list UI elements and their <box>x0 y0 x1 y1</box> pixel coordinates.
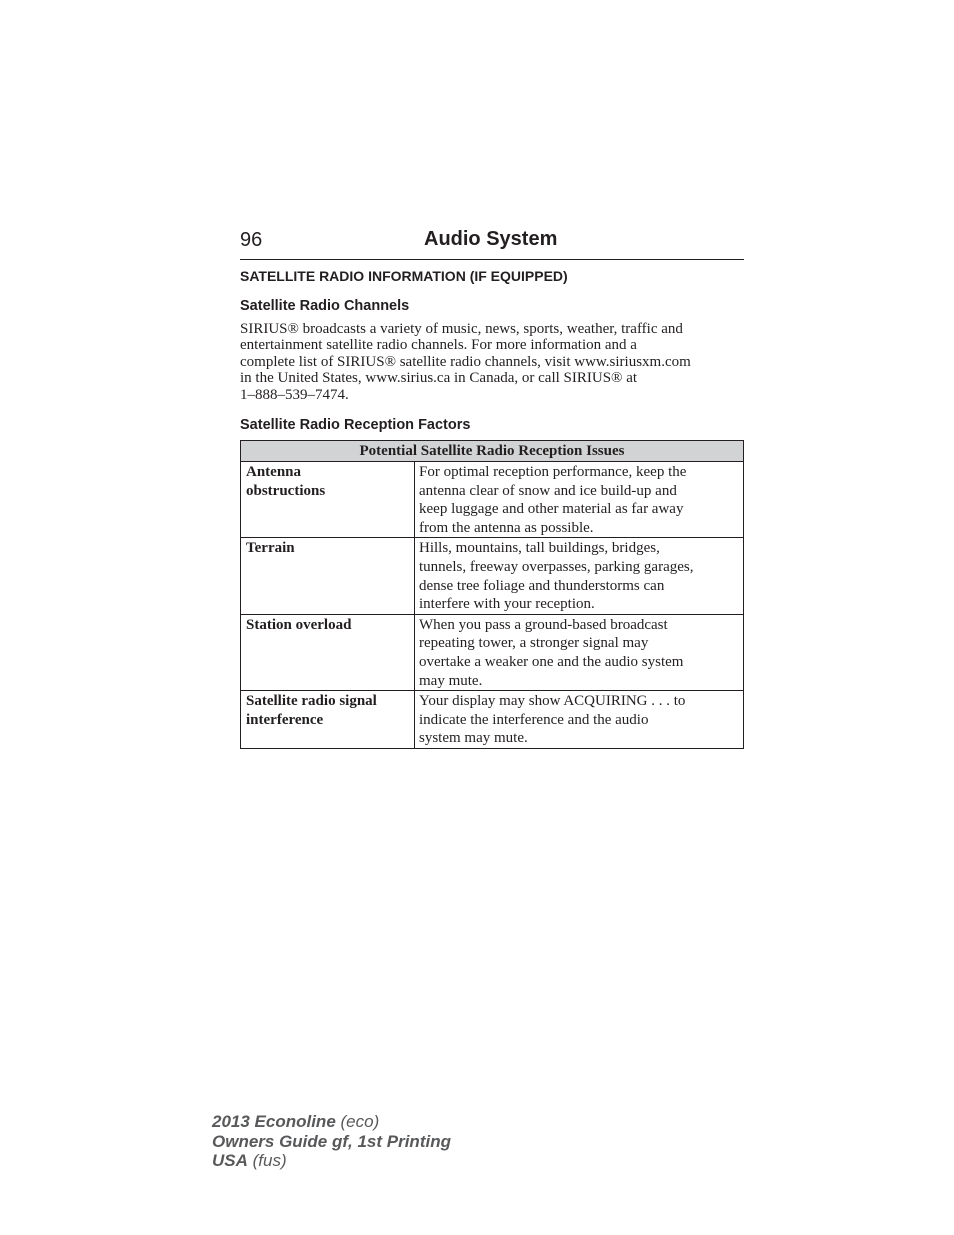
section-heading: SATELLITE RADIO INFORMATION (IF EQUIPPED) <box>240 268 568 284</box>
description-line: system may mute. <box>419 730 528 747</box>
factor-cell <box>241 538 415 614</box>
paragraph-line: in the United States, www.sirius.ca in Canada, or call SIRIUS® at <box>240 370 638 387</box>
page-number: 96 <box>240 229 263 251</box>
description-line: When you pass a ground-based broadcast <box>419 616 668 633</box>
footer-line-model <box>212 1112 451 1132</box>
footer-model-code: (eco) <box>340 1112 380 1131</box>
description-line: tunnels, freeway overpasses, parking garages, <box>419 558 694 575</box>
page-header <box>240 228 744 260</box>
footer-market: USA <box>212 1151 248 1170</box>
description-line: interfere with your reception. <box>419 596 595 613</box>
footer-market-code: (fus) <box>252 1151 287 1170</box>
description-cell <box>415 462 744 538</box>
description-line: from the antenna as possible. <box>419 519 594 536</box>
channels-paragraph <box>240 321 744 403</box>
factor-line: Satellite radio signal <box>246 693 377 710</box>
table-row <box>241 614 744 690</box>
paragraph-line: SIRIUS® broadcasts a variety of music, news, sports, weather, traffic and <box>240 321 683 337</box>
reception-heading: Satellite Radio Reception Factors <box>240 417 471 433</box>
description-line: For optimal reception performance, keep the <box>419 464 687 480</box>
description-line: Your display may show ACQUIRING . . . to <box>419 693 686 710</box>
paragraph-line: entertainment satellite radio channels. For more information and a <box>240 337 637 354</box>
chapter-title: Audio System <box>424 228 558 250</box>
table-row <box>241 538 744 614</box>
description-line: may mute. <box>419 672 483 689</box>
description-line: overtake a weaker one and the audio system <box>419 653 684 670</box>
description-line: dense tree foliage and thunderstorms can <box>419 577 665 594</box>
footer-line-market <box>212 1151 451 1171</box>
description-line: antenna clear of snow and ice build-up and <box>419 482 677 499</box>
factor-line: interference <box>246 711 324 728</box>
reception-issues-table <box>240 440 744 749</box>
paragraph-line: 1–888–539–7474. <box>240 386 349 403</box>
factor-line: Antenna <box>246 464 302 480</box>
channels-heading: Satellite Radio Channels <box>240 298 410 314</box>
factor-cell <box>241 691 415 749</box>
table-row <box>241 691 744 749</box>
description-line: keep luggage and other material as far away <box>419 501 684 518</box>
footer-model: 2013 Econoline <box>212 1112 336 1131</box>
factor-cell <box>241 462 415 538</box>
table-header: Potential Satellite Radio Reception Issues <box>241 441 744 462</box>
factor-cell <box>241 614 415 690</box>
factor-line: Terrain <box>246 540 295 557</box>
description-line: indicate the interference and the audio <box>419 711 649 728</box>
paragraph-line: complete list of SIRIUS® satellite radio channels, visit www.siriusxm.com <box>240 353 691 370</box>
description-line: repeating tower, a stronger signal may <box>419 635 649 652</box>
description-line: Hills, mountains, tall buildings, bridges, <box>419 540 660 557</box>
document-footer <box>212 1112 451 1171</box>
factor-line: Station overload <box>246 616 352 633</box>
footer-printing: Owners Guide gf, 1st Printing <box>212 1131 451 1151</box>
factor-line: obstructions <box>246 482 326 499</box>
description-cell <box>415 614 744 690</box>
description-cell <box>415 538 744 614</box>
table-row <box>241 462 744 538</box>
table-header-row <box>241 441 744 462</box>
description-cell <box>415 691 744 749</box>
